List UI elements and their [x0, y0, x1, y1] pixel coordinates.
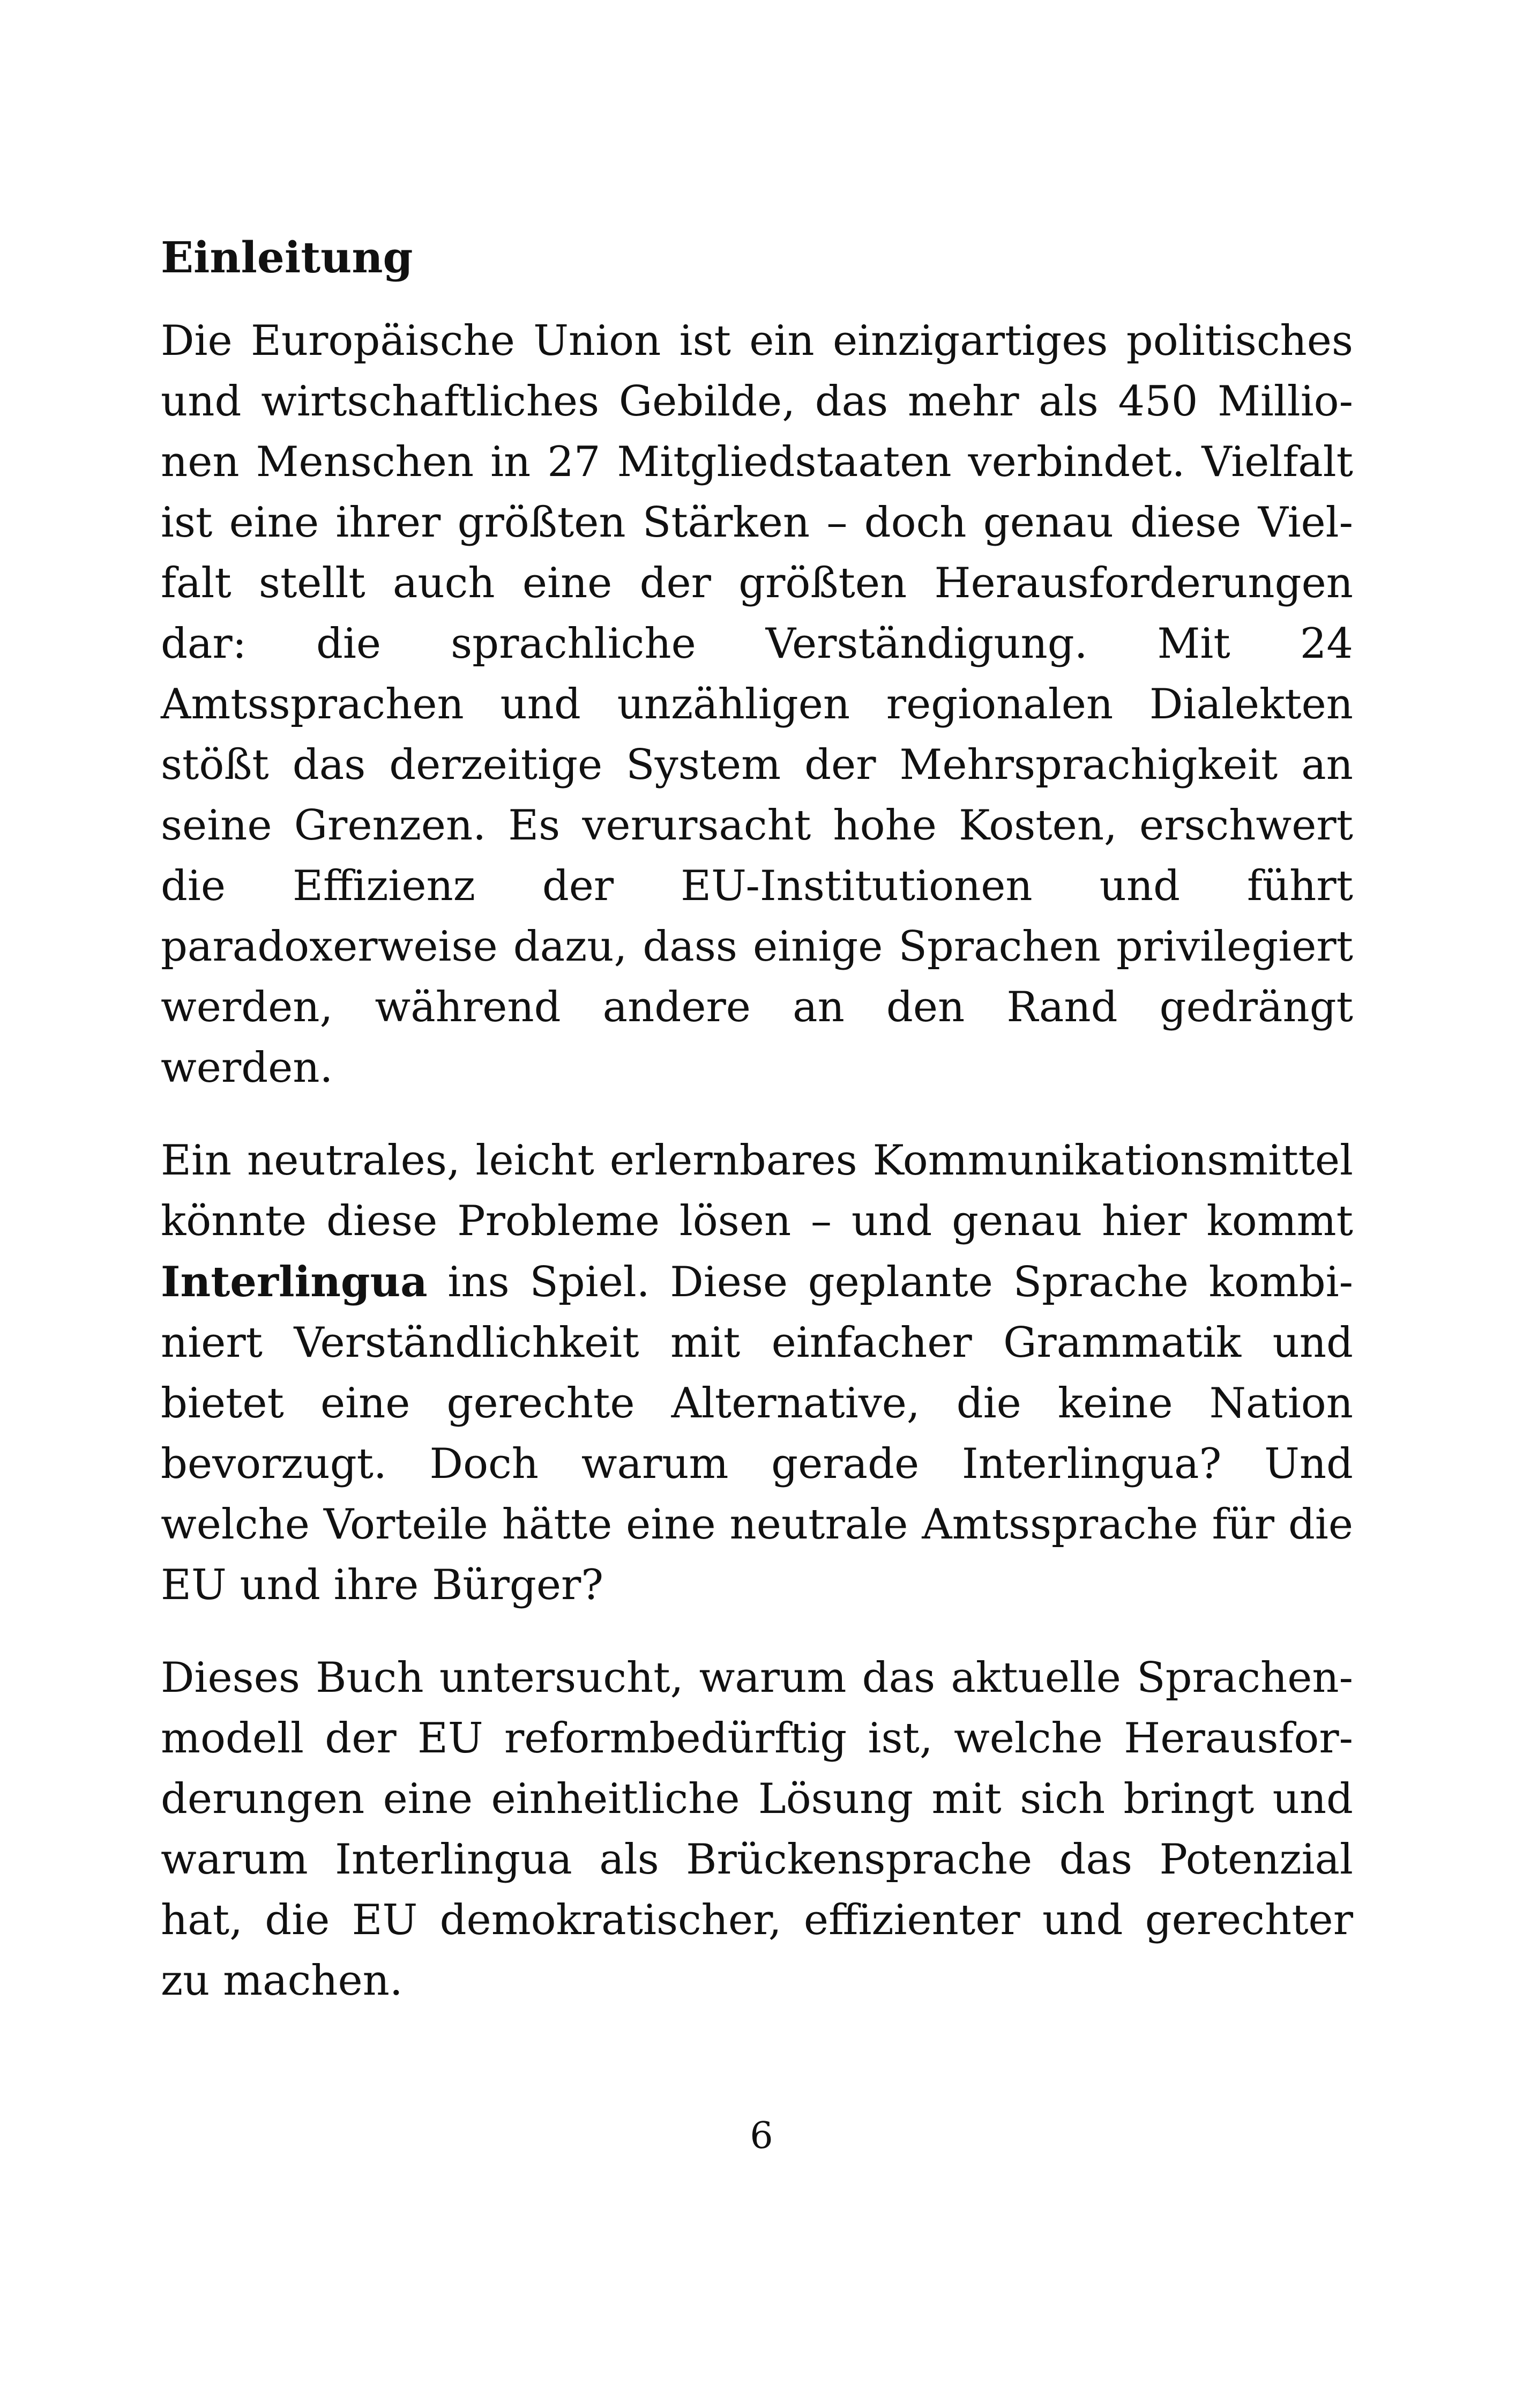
paragraph-2-after: ins Spiel. Diese geplante Sprache kombiniert Verständlichkeit mit einfacher Grammatik und bietet eine gerechte Alternative, die keine Nation bevorzugt. Doch warum gerade Interlingua? Und welche Vorteile hätte eine neutrale Amtssprache für die EU und ihre Bürger?	[161, 1258, 1353, 1609]
interlingua-emphasis: Interlingua	[161, 1258, 428, 1306]
page-content	[161, 231, 1353, 2043]
page-number: 6	[750, 2115, 773, 2157]
paragraph-2-before: Ein neutrales, leicht erlernbares Kommunikationsmittel könnte diese Probleme lösen – und genau hier kommt	[161, 1136, 1353, 1245]
paragraph-2	[161, 1131, 1353, 1616]
paragraph-3: Dieses Buch untersucht, warum das aktuelle Sprachenmodell der EU reformbedürftig ist, welche Herausforderungen eine einheitliche Lösung mit sich bringt und warum Interlingua als Brückensprache das Potenzial hat, die EU demokratischer, effizienter und gerechter zu machen.	[161, 1654, 1353, 2005]
chapter-heading: Einleitung	[161, 232, 413, 283]
paragraph-1: Die Europäische Union ist ein einzigartiges politisches und wirtschaftliches Gebilde, das mehr als 450 Millionen Menschen in 27 Mitgliedstaaten verbindet. Vielfalt ist eine ihrer größten Stärken – doch genau diese Vielfalt stellt auch eine der größten Herausforderungen dar: die sprachliche Verständigung. Mit 24 Amtssprachen und unzähligen regionalen Dialekten stößt das derzeitige System der Mehrsprachigkeit an seine Grenzen. Es verursacht hohe Kosten, erschwert die Effizienz der EU-Institutionen und führt paradoxerweise dazu, dass einige Sprachen privilegiert werden, während andere an den Rand gedrängt werden.	[161, 317, 1353, 1092]
